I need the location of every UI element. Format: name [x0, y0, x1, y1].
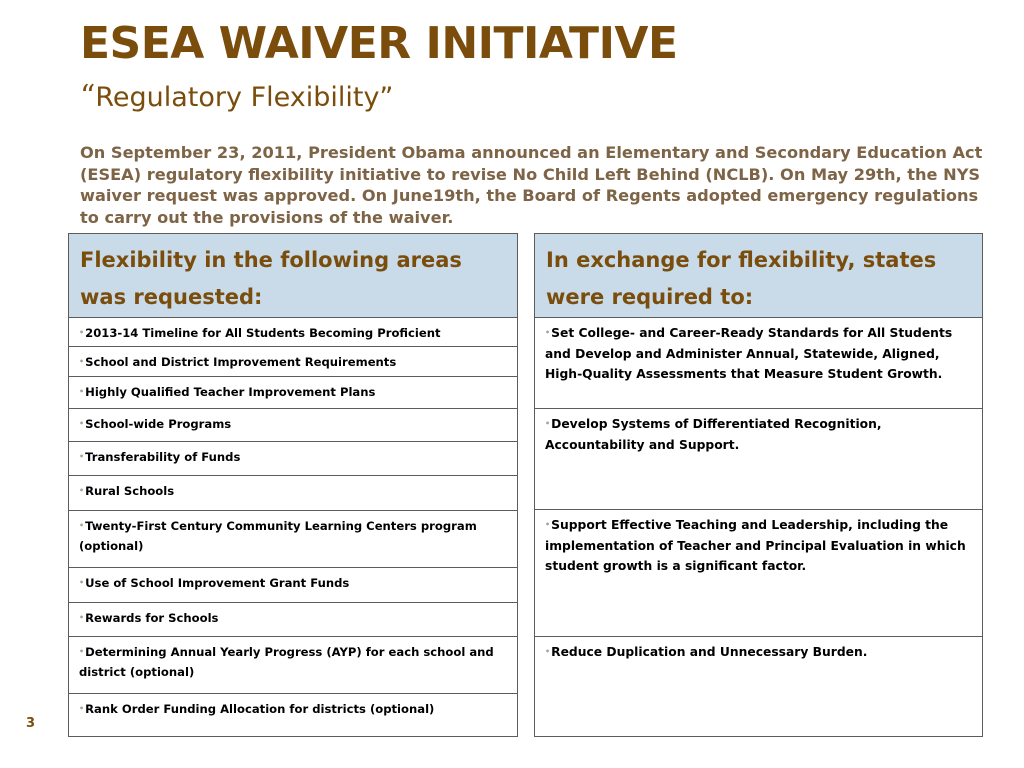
bullet-icon: •: [79, 578, 85, 587]
table-row: [69, 318, 517, 347]
slide-subtitle: [80, 79, 394, 114]
bullet-icon: •: [79, 452, 85, 461]
row-text: Twenty-First Century Community Learning Centers program (optional): [79, 519, 477, 553]
bullet-icon: •: [79, 419, 85, 428]
table-row: [69, 694, 517, 736]
table-row: [69, 442, 517, 476]
bullet-icon: •: [79, 613, 85, 622]
table-row: [69, 347, 517, 377]
table-row: [535, 637, 982, 736]
table-row: [535, 510, 982, 637]
row-text: Develop Systems of Differentiated Recognition, Accountability and Support.: [545, 417, 882, 452]
row-text: Rewards for Schools: [85, 611, 219, 625]
row-text: Reduce Duplication and Unnecessary Burden.: [551, 645, 868, 659]
table-row: [535, 318, 982, 409]
table-row: [69, 476, 517, 511]
row-text: Set College- and Career-Ready Standards for All Students and Develop and Administer Annual, Statewide, Aligned, High-Quality Assessments that Measure Student Growth.: [545, 326, 953, 381]
bullet-icon: •: [545, 328, 551, 337]
bullet-icon: •: [545, 520, 551, 529]
state-requirements-table: [534, 233, 983, 737]
table-row: [69, 637, 517, 694]
row-text: School and District Improvement Requirements: [85, 355, 397, 369]
page-number: 3: [26, 716, 36, 731]
table-row: [69, 568, 517, 603]
left-table-header: Flexibility in the following areas was requested:: [69, 234, 517, 318]
bullet-icon: •: [79, 328, 85, 337]
bullet-icon: •: [79, 704, 85, 713]
slide-title: ESEA WAIVER INITIATIVE: [80, 18, 678, 69]
bullet-icon: •: [79, 647, 85, 656]
table-row: [535, 409, 982, 510]
table-row: [69, 377, 517, 409]
row-text: Support Effective Teaching and Leadership, including the implementation of Teacher and Principal Evaluation in which student growth is a significant factor.: [545, 518, 966, 573]
bullet-icon: •: [79, 486, 85, 495]
bullet-icon: •: [545, 419, 551, 428]
bullet-icon: •: [545, 647, 551, 656]
bullet-icon: •: [79, 387, 85, 396]
row-text: School-wide Programs: [85, 417, 232, 431]
row-text: Highly Qualified Teacher Improvement Plans: [85, 385, 376, 399]
row-text: Use of School Improvement Grant Funds: [85, 576, 350, 590]
bullet-icon: •: [79, 521, 85, 530]
row-text: Rural Schools: [85, 484, 175, 498]
right-table-header: In exchange for flexibility, states were required to:: [535, 234, 982, 318]
subtitle-text: Regulatory Flexibility”: [95, 82, 394, 113]
subtitle-open-quote: “: [80, 79, 96, 114]
row-text: Rank Order Funding Allocation for districts (optional): [85, 702, 435, 716]
row-text: Transferability of Funds: [85, 450, 241, 464]
table-row: [69, 409, 517, 442]
flexibility-requested-table: [68, 233, 518, 737]
row-text: 2013-14 Timeline for All Students Becoming Proficient: [85, 326, 441, 340]
bullet-icon: •: [79, 357, 85, 366]
table-row: [69, 603, 517, 637]
intro-paragraph: On September 23, 2011, President Obama announced an Elementary and Secondary Education Act (ESEA) regulatory flexibility initiative to revise No Child Left Behind (NCLB). On May 29th, the NYS waiver request was approved. On June19th, the Board of Regents adopted emergency regulations to carry out the provisions of the waiver.: [80, 143, 983, 227]
row-text: Determining Annual Yearly Progress (AYP) for each school and district (optional): [79, 645, 494, 679]
table-row: [69, 511, 517, 568]
